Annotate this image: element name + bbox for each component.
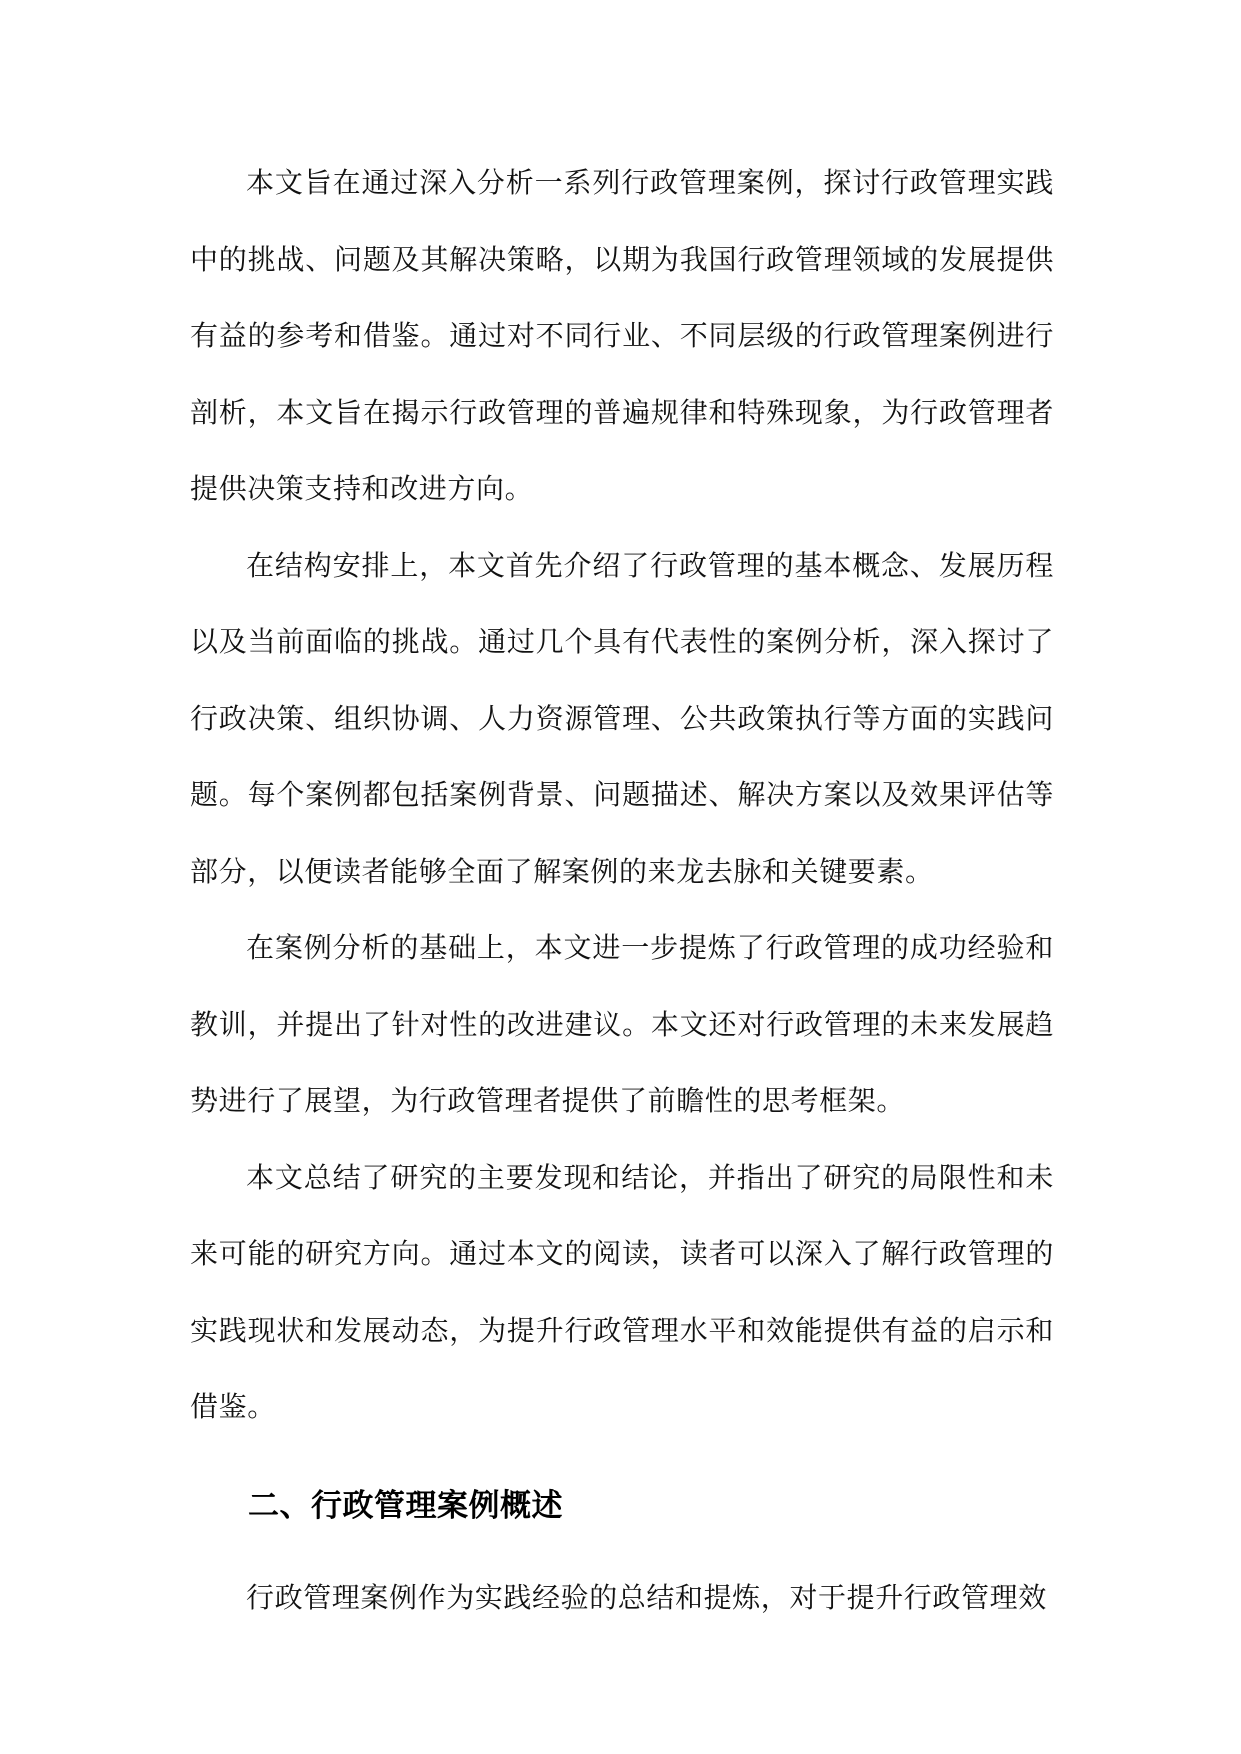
section-heading: 二、行政管理案例概述 — [248, 1487, 563, 1524]
paragraph-overview-start: 行政管理案例作为实践经验的总结和提炼，对于提升行政管理效 — [246, 1580, 1047, 1614]
paragraph-intro-purpose: 本文旨在通过深入分析一系列行政管理案例，探讨行政管理实践中的挑战、问题及其解决策略，以期为我国行政管理领域的发展提供有益的参考和借鉴。通过对不同行业、不同层级的行政管理案例进行剖析，本文旨在揭示行政管理的普遍规律和特殊现象，为行政管理者提供决策支持和改进方向。 — [190, 166, 1054, 505]
paragraph-lessons: 在案例分析的基础上，本文进一步提炼了行政管理的成功经验和教训，并提出了针对性的改进建议。本文还对行政管理的未来发展趋势进行了展望，为行政管理者提供了前瞻性的思考框架。 — [190, 931, 1054, 1117]
paragraph-conclusion: 本文总结了研究的主要发现和结论，并指出了研究的局限性和未来可能的研究方向。通过本文的阅读，读者可以深入了解行政管理的实践现状和发展动态，为提升行政管理水平和效能提供有益的启示和借鉴。 — [190, 1160, 1054, 1423]
document-body — [190, 145, 1054, 1636]
paragraph-structure: 在结构安排上，本文首先介绍了行政管理的基本概念、发展历程以及当前面临的挑战。通过几个具有代表性的案例分析，深入探讨了行政决策、组织协调、人力资源管理、公共政策执行等方面的实践问题。每个案例都包括案例背景、问题描述、解决方案以及效果评估等部分，以便读者能够全面了解案例的来龙去脉和关键要素。 — [190, 548, 1054, 888]
